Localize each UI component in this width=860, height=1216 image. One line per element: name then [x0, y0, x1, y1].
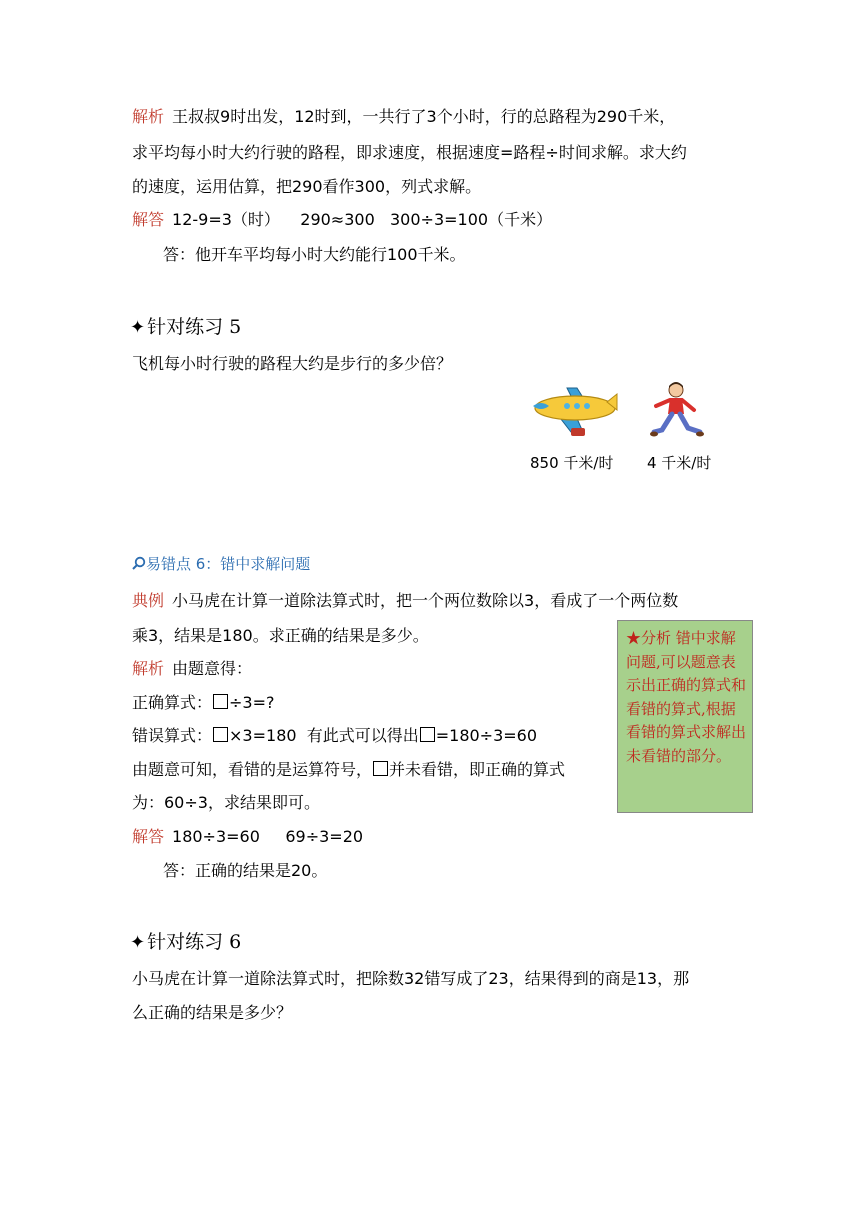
walking-boy-icon: [648, 380, 704, 442]
reason-line-2: 为：60÷3，求结果即可。: [132, 793, 320, 812]
correct-formula: 正确算式： ÷3=?: [132, 693, 275, 712]
blank-box: [420, 727, 435, 742]
practice-5-question: 飞机每小时行驶的路程大约是步行的多少倍？: [132, 354, 453, 373]
practice-6-line-1: 小马虎在计算一道除法算式时，把除数32错写成了23，结果得到的商是13，那: [132, 969, 690, 988]
airplane-icon: [527, 380, 619, 440]
example-line-1: 典例 小马虎在计算一道除法算式时，把一个两位数除以3，看成了一个两位数: [132, 591, 679, 610]
plane-speed-caption: 850 千米/时: [530, 454, 614, 472]
example-answer-tag: 解答: [132, 827, 165, 846]
blank-box: [373, 761, 388, 776]
answer-line-2: 答：他开车平均每小时大约能行100千米。: [163, 245, 466, 264]
example-line-2: 乘3，结果是180。求正确的结果是多少。: [132, 626, 429, 645]
analysis-line-2: 求平均每小时大约行驶的路程，即求速度，根据速度=路程÷时间求解。求大约: [132, 143, 687, 162]
practice-6-line-2: 么正确的结果是多少？: [132, 1003, 293, 1022]
example-analysis-tag: 解析: [132, 659, 165, 678]
pitfall-6-heading: 易错点 6：错中求解问题: [132, 553, 310, 574]
blank-box: [213, 694, 228, 709]
example-analysis: 解析 由题意得：: [132, 659, 253, 678]
analysis-line-1: 解析 王叔叔9时出发，12时到，一共行了3个小时，行的总路程为290千米，: [132, 107, 676, 126]
walker-speed-caption: 4 千米/时: [647, 454, 712, 472]
magnifier-icon: [132, 556, 146, 570]
analysis-note-box: ★分析 错中求解问题,可以题意表示出正确的算式和看错的算式,根据看错的算式求解出未看错的部分。: [617, 620, 753, 813]
wrong-formula: 错误算式： ×3=180 有此式可以得出 =180÷3=60: [132, 726, 538, 745]
sparkle-icon: ✦: [130, 932, 146, 953]
example-answer-line-2: 答：正确的结果是20。: [163, 861, 328, 880]
practice-5-heading: ✦ 针对练习 5: [130, 316, 242, 338]
example-answer-line-1: 解答 180÷3=60 69÷3=20: [132, 827, 364, 846]
example-tag: 典例: [132, 591, 165, 610]
practice-6-heading: ✦ 针对练习 6: [130, 931, 242, 953]
sparkle-icon: ✦: [130, 317, 146, 338]
reason-line-1: 由题意可知，看错的是运算符号， 并未看错，即正确的算式: [132, 760, 566, 779]
answer-tag: 解答: [132, 210, 165, 229]
analysis-tag: 解析: [132, 107, 165, 126]
analysis-line-3: 的速度，运用估算，把290看作300，列式求解。: [132, 177, 482, 196]
blank-box: [213, 727, 228, 742]
answer-line-1: 解答 12-9=3（时） 290≈300 300÷3=100（千米）: [132, 210, 553, 229]
